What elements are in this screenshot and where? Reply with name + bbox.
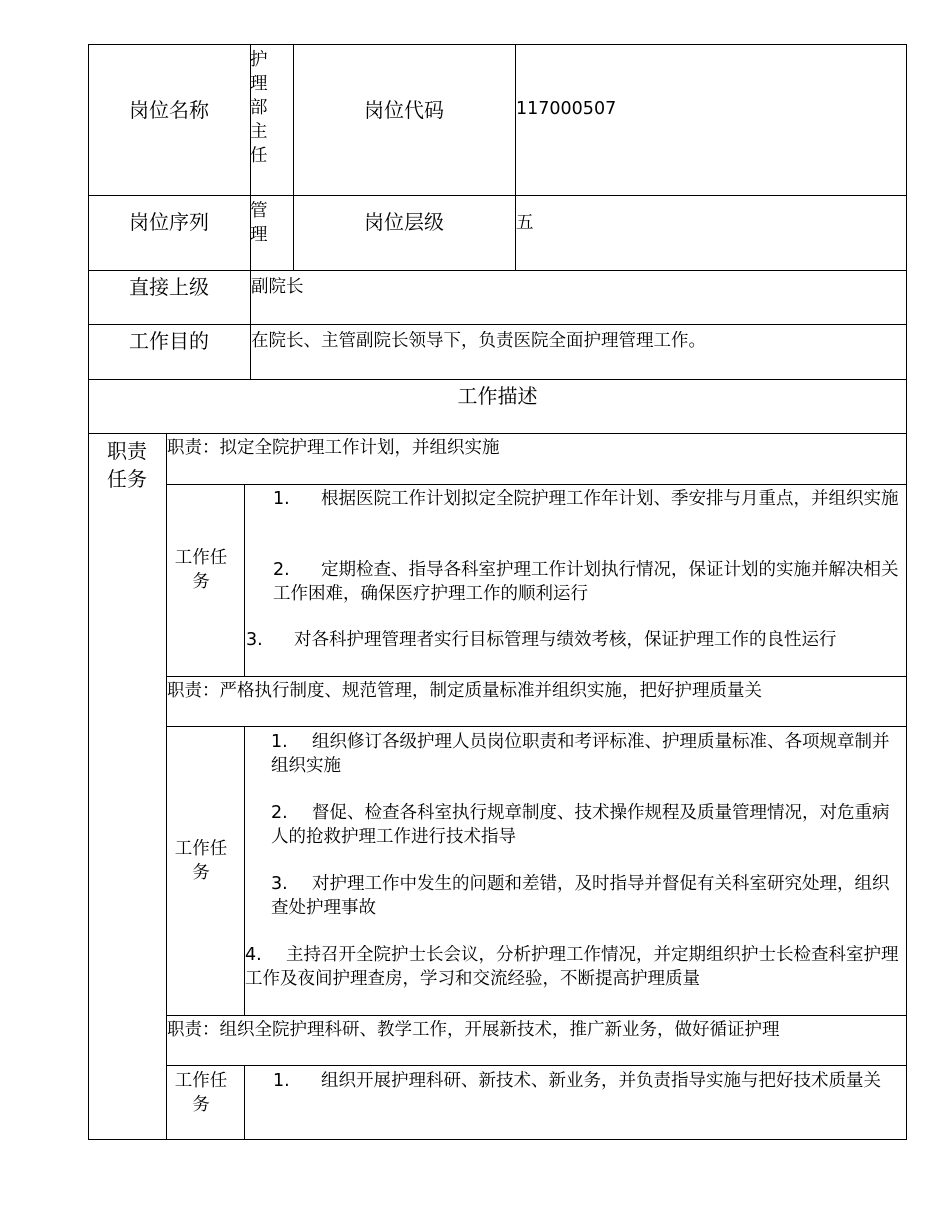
rule: [88, 324, 907, 325]
rule: [166, 676, 907, 677]
task-item: [271, 730, 901, 778]
task-item: [273, 487, 901, 511]
task-text: 督促、检查各科室执行规章制度、技术操作规程及质量管理情况，对危重病人的抢救护理工作进行技术指导: [271, 803, 890, 847]
rule: [88, 195, 907, 196]
task-num: 2.: [273, 560, 290, 580]
rule: [244, 1065, 245, 1140]
duty-section-label: 职责任务: [107, 439, 147, 491]
task-text: 对护理工作中发生的问题和差错，及时指导并督促有关科室研究处理，组织查处护理事故: [271, 874, 890, 918]
task-item: [246, 628, 901, 652]
rule: [88, 270, 907, 271]
rule: [166, 1065, 907, 1066]
task-num: 4.: [245, 945, 262, 965]
task-label: 工作任务: [174, 548, 228, 592]
post-level-label: 岗位层级: [364, 210, 444, 234]
post-name-label: 岗位名称: [129, 98, 209, 122]
task-item: [273, 1069, 901, 1093]
rule: [166, 484, 907, 485]
rule: [515, 44, 516, 270]
task-item: [271, 872, 901, 920]
task-num: 3.: [271, 874, 288, 894]
task-num: 2.: [271, 803, 288, 823]
rule-right: [906, 44, 907, 1140]
duty-title: 职责：组织全院护理科研、教学工作，开展新技术，推广新业务，做好循证护理: [167, 1020, 780, 1040]
task-num: 3.: [246, 630, 263, 650]
post-code-value: 117000507: [516, 99, 617, 119]
rule: [166, 726, 907, 727]
post-name-value: 护理部主任: [250, 50, 268, 166]
task-text: 对各科护理管理者实行目标管理与绩效考核，保证护理工作的良性运行: [294, 630, 837, 650]
task-text: 定期检查、指导各科室护理工作计划执行情况，保证计划的实施并解决相关工作困难，确保医疗护理工作的顺利运行: [273, 560, 899, 604]
task-label: 工作任务: [174, 1071, 228, 1115]
task-num: 1.: [271, 732, 288, 752]
purpose-value: 在院长、主管副院长领导下，负责医院全面护理管理工作。: [251, 331, 706, 351]
post-level-value: 五: [516, 213, 534, 233]
rule: [88, 433, 907, 434]
task-text: 组织开展护理科研、新技术、新业务，并负责指导实施与把好技术质量关: [321, 1071, 881, 1091]
task-item: [273, 558, 901, 606]
superior-value: 副院长: [251, 277, 304, 297]
rule-top: [88, 44, 907, 45]
duty-title: 职责：严格执行制度、规范管理，制定质量标准并组织实施，把好护理质量关: [167, 681, 762, 701]
task-text: 组织修订各级护理人员岗位职责和考评标准、护理质量标准、各项规章制并组织实施: [271, 732, 890, 776]
post-seq-value: 管理: [250, 201, 268, 245]
purpose-label: 工作目的: [129, 329, 209, 353]
task-item: [245, 943, 901, 991]
description-title: 工作描述: [457, 384, 538, 408]
task-num: 1.: [273, 1071, 290, 1091]
task-text: 主持召开全院护士长会议，分析护理工作情况，并定期组织护士长检查科室护理工作及夜间护理查房，学习和交流经验，不断提高护理质量: [245, 945, 899, 989]
task-text: 根据医院工作计划拟定全院护理工作年计划、季安排与月重点，并组织实施: [321, 489, 899, 509]
task-label: 工作任务: [174, 839, 228, 883]
superior-label: 直接上级: [129, 275, 209, 299]
rule-bottom: [88, 1139, 907, 1140]
post-seq-label: 岗位序列: [129, 210, 209, 234]
post-code-label: 岗位代码: [364, 98, 444, 122]
task-item: [271, 801, 901, 849]
rule: [166, 1015, 907, 1016]
rule: [88, 379, 907, 380]
duty-title: 职责：拟定全院护理工作计划，并组织实施: [167, 438, 500, 458]
task-num: 1.: [273, 489, 290, 509]
rule: [293, 44, 294, 270]
